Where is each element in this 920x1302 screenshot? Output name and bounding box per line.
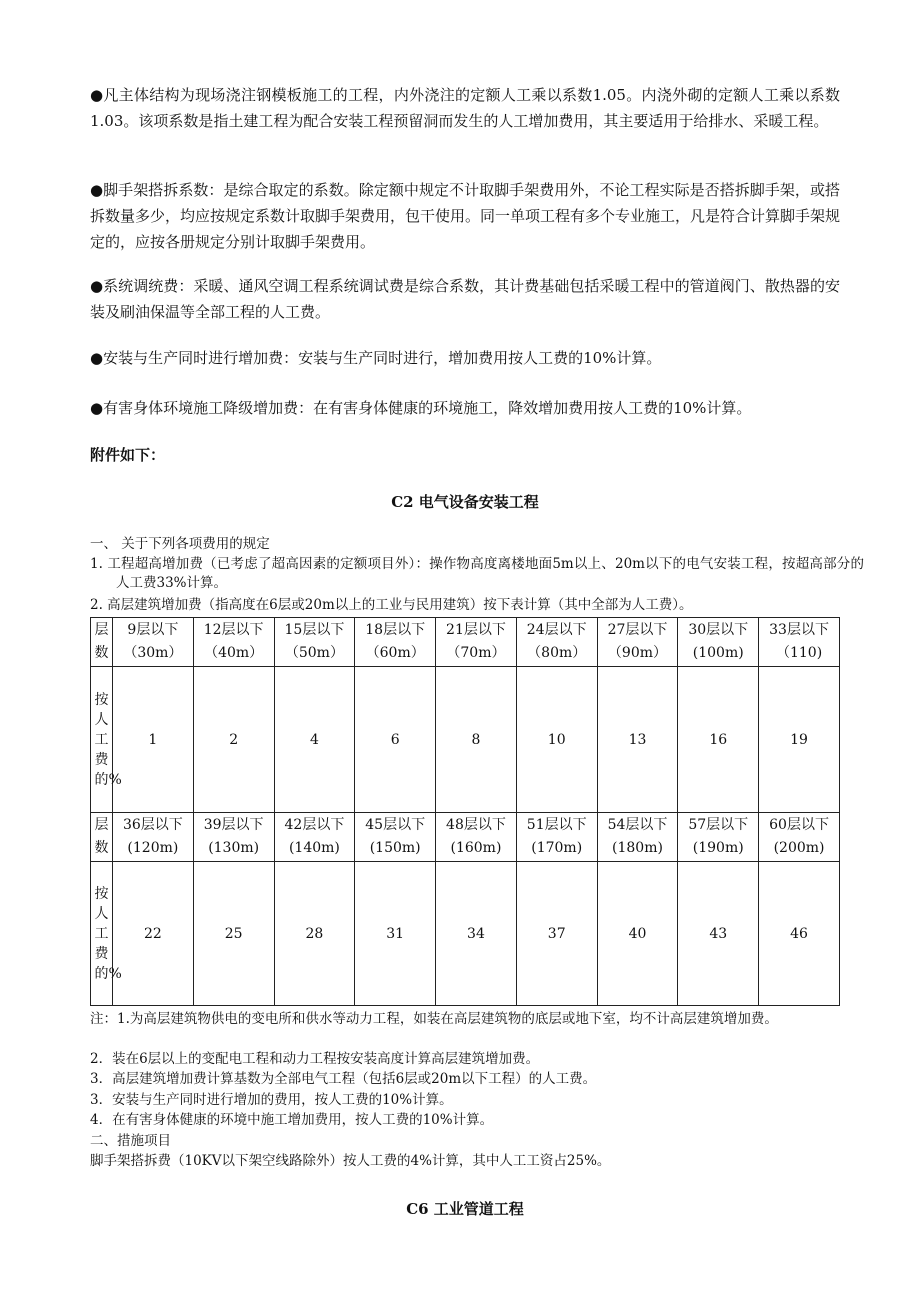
floor-cell: 39层以下(130m) bbox=[193, 813, 274, 862]
row-label-floors: 层数 bbox=[91, 618, 113, 667]
attachment-label: 附件如下： bbox=[90, 446, 166, 464]
measures-heading: 二、措施项目 bbox=[90, 1133, 171, 1149]
floor-cell: 30层以下(100m) bbox=[678, 618, 759, 667]
row-label-percent: 按人工费的% bbox=[91, 862, 113, 1006]
percent-cell: 13 bbox=[597, 667, 678, 813]
paragraph-site-pouring: ●凡主体结构为现场浇注钢模板施工的工程，内外浇注的定额人工乘以系数1.05。内浇外砌的定额人工乘以系数1.03。该项系数是指土建工程为配合安装工程预留洞而发生的人工增加费用，其主要适用于给排水、采暖工程。 bbox=[90, 86, 840, 130]
table-row bbox=[91, 667, 840, 813]
section-title-c6: C6 工业管道工程 bbox=[406, 1200, 524, 1218]
percent-cell: 19 bbox=[759, 667, 840, 813]
table-note-1: 注：1.为高层建筑物供电的变电所和供水等动力工程，如装在高层建筑物的底层或地下室，均不计高层建筑增加费。 bbox=[90, 1011, 778, 1027]
paragraph-harmful-environment: ●有害身体环境施工降级增加费：在有害身体健康的环境施工，降效增加费用按人工费的10%计算。 bbox=[90, 399, 752, 417]
percent-cell: 37 bbox=[516, 862, 597, 1006]
table-row bbox=[91, 618, 840, 667]
floor-cell: 9层以下（30m） bbox=[113, 618, 194, 667]
row-label-floors: 层数 bbox=[91, 813, 113, 862]
table-note-5: 4．在有害身体健康的环境中施工增加费用，按人工费的10%计算。 bbox=[90, 1112, 494, 1128]
percent-cell: 43 bbox=[678, 862, 759, 1006]
percent-cell: 2 bbox=[193, 667, 274, 813]
percent-cell: 1 bbox=[113, 667, 194, 813]
section-title-c2: C2 电气设备安装工程 bbox=[391, 493, 539, 511]
floor-cell: 21层以下（70m） bbox=[436, 618, 517, 667]
floor-cell: 12层以下（40m） bbox=[193, 618, 274, 667]
percent-cell: 34 bbox=[436, 862, 517, 1006]
floor-cell: 51层以下(170m) bbox=[516, 813, 597, 862]
table-note-3: 3．高层建筑增加费计算基数为全部电气工程（包括6层或20m以下工程）的人工费。 bbox=[90, 1071, 597, 1087]
percent-cell: 6 bbox=[355, 667, 436, 813]
high-rise-rate-table bbox=[90, 617, 840, 1006]
floor-cell: 57层以下(190m) bbox=[678, 813, 759, 862]
floor-cell: 24层以下（80m） bbox=[516, 618, 597, 667]
percent-cell: 16 bbox=[678, 667, 759, 813]
floor-cell: 18层以下（60m） bbox=[355, 618, 436, 667]
measures-text: 脚手架搭拆费（10KV以下架空线路除外）按人工费的4%计算，其中人工工资占25%。 bbox=[90, 1153, 611, 1169]
floor-cell: 42层以下(140m) bbox=[274, 813, 355, 862]
paragraph-system-debug: ●系统调统费：采暖、通风空调工程系统调试费是综合系数，其计费基础包括采暖工程中的管道阀门、散热器的安装及刷油保温等全部工程的人工费。 bbox=[90, 277, 840, 321]
row-label-percent: 按人工费的% bbox=[91, 667, 113, 813]
percent-cell: 31 bbox=[355, 862, 436, 1006]
section-c2-heading: 一、 关于下列各项费用的规定 bbox=[90, 536, 270, 552]
section-c2-item-2: 2. 高层建筑增加费（指高度在6层或20m以上的工业与民用建筑）按下表计算（其中全部为人工费）。 bbox=[90, 597, 693, 613]
floor-cell: 54层以下(180m) bbox=[597, 813, 678, 862]
floor-cell: 36层以下(120m) bbox=[113, 813, 194, 862]
floor-cell: 15层以下（50m） bbox=[274, 618, 355, 667]
paragraph-scaffolding: ●脚手架搭拆系数：是综合取定的系数。除定额中规定不计取脚手架费用外，不论工程实际是否搭拆脚手架，或搭拆数量多少，均应按规定系数计取脚手架费用，包干使用。同一单项工程有多个专业施工，凡是符合计算脚手架规定的，应按各册规定分别计取脚手架费用。 bbox=[90, 181, 841, 251]
percent-cell: 4 bbox=[274, 667, 355, 813]
section-c2-item-1: 1. 工程超高增加费（已考虑了超高因素的定额项目外）：操作物高度离楼地面5m以上、20m以下的电气安装工程，按超高部分的人工费33%计算。 bbox=[90, 556, 864, 591]
table-note-2: 2．装在6层以上的变配电工程和动力工程按安装高度计算高层建筑增加费。 bbox=[90, 1051, 540, 1067]
table-row bbox=[91, 813, 840, 862]
floor-cell: 33层以下（110) bbox=[759, 618, 840, 667]
percent-cell: 46 bbox=[759, 862, 840, 1006]
paragraph-concurrent-production: ●安装与生产同时进行增加费：安装与生产同时进行，增加费用按人工费的10%计算。 bbox=[90, 349, 662, 367]
floor-cell: 45层以下(150m) bbox=[355, 813, 436, 862]
percent-cell: 40 bbox=[597, 862, 678, 1006]
percent-cell: 28 bbox=[274, 862, 355, 1006]
floor-cell: 27层以下（90m） bbox=[597, 618, 678, 667]
percent-cell: 25 bbox=[193, 862, 274, 1006]
percent-cell: 22 bbox=[113, 862, 194, 1006]
table-note-4: 3．安装与生产同时进行增加的费用，按人工费的10%计算。 bbox=[90, 1092, 453, 1108]
floor-cell: 60层以下(200m) bbox=[759, 813, 840, 862]
floor-cell: 48层以下(160m) bbox=[436, 813, 517, 862]
percent-cell: 8 bbox=[436, 667, 517, 813]
table-row bbox=[91, 862, 840, 1006]
percent-cell: 10 bbox=[516, 667, 597, 813]
